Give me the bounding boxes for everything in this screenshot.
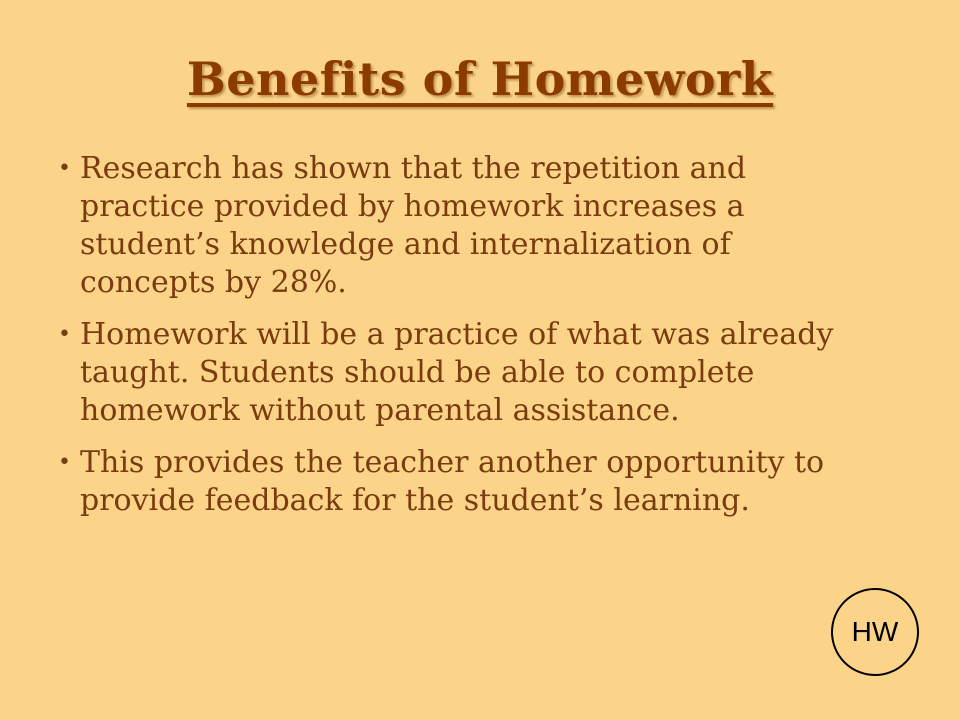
bullet-dot-icon: • — [58, 322, 71, 347]
bullet-list — [58, 150, 858, 534]
hw-badge — [831, 588, 919, 676]
bullet-text: Research has shown that the repetition and practice provided by homework increases a student’s knowledge and internalization of concepts by 28%. — [80, 151, 747, 300]
bullet-dot-icon: • — [58, 156, 71, 181]
hw-badge-label: HW — [851, 616, 899, 647]
bullet-dot-icon: • — [58, 450, 71, 475]
bullet-text: Homework will be a practice of what was already taught. Students should be able to complete homework without parental assistance. — [80, 317, 834, 428]
bullet-item — [58, 316, 858, 430]
bullet-text: This provides the teacher another opportunity to provide feedback for the student’s learning. — [80, 445, 825, 518]
bullet-item — [58, 150, 858, 302]
slide-title: Benefits of Homework — [186, 52, 774, 106]
bullet-item — [58, 444, 858, 520]
